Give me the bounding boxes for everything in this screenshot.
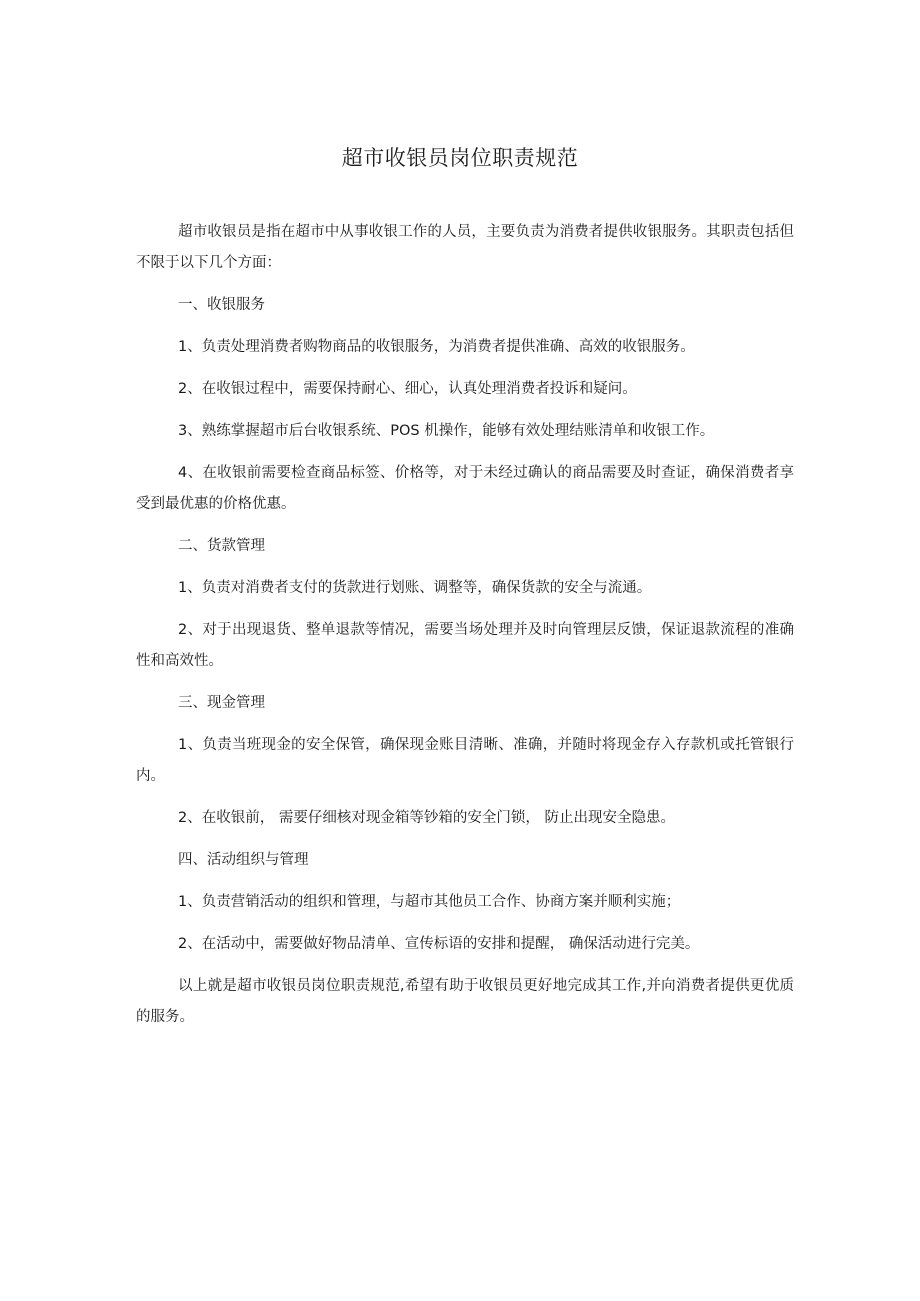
list-item: 2、在收银过程中，需要保持耐心、细心，认真处理消费者投诉和疑问。 (178, 381, 637, 397)
intro-paragraph: 超市收银员是指在超市中从事收银工作的人员，主要负责为消费者提供收银服务。其职责包括但不限于以下几个方面： (136, 224, 794, 271)
list-item: 2、在收银前， 需要仔细核对现金箱等钞箱的安全门锁， 防止出现安全隐患。 (178, 810, 675, 826)
list-item: 2、在活动中，需要做好物品清单、宣传标语的安排和提醒， 确保活动进行完美。 (178, 936, 700, 952)
list-item: 4、在收银前需要检查商品标签、价格等，对于未经过确认的商品需要及时查证，确保消费者享受到最优惠的价格优惠。 (136, 465, 794, 512)
section-heading: 四、活动组织与管理 (178, 852, 309, 868)
list-item: 1、负责营销活动的组织和管理，与超市其他员工合作、协商方案并顺利实施； (178, 894, 681, 910)
list-item: 1、负责当班现金的安全保管，确保现金账目清晰、准确，并随时将现金存入存款机或托管银行内。 (136, 737, 794, 784)
section-heading: 二、货款管理 (178, 538, 266, 554)
section-heading: 三、现金管理 (178, 695, 266, 711)
page-title: 超市收银员岗位职责规范 (341, 146, 579, 170)
conclusion-paragraph: 以上就是超市收银员岗位职责规范,希望有助于收银员更好地完成其工作,并向消费者提供更优质的服务。 (136, 978, 794, 1025)
list-item: 3、熟练掌握超市后台收银系统、POS 机操作，能够有效处理结账清单和收银工作。 (178, 423, 715, 439)
list-item: 1、负责处理消费者购物商品的收银服务，为消费者提供准确、高效的收银服务。 (178, 339, 695, 355)
document-body (136, 217, 794, 1044)
section-heading: 一、收银服务 (178, 297, 266, 313)
list-item: 2、对于出现退货、整单退款等情况，需要当场处理并及时向管理层反馈，保证退款流程的准确性和高效性。 (136, 622, 794, 669)
list-item: 1、负责对消费者支付的货款进行划账、调整等，确保货款的安全与流通。 (178, 580, 652, 596)
